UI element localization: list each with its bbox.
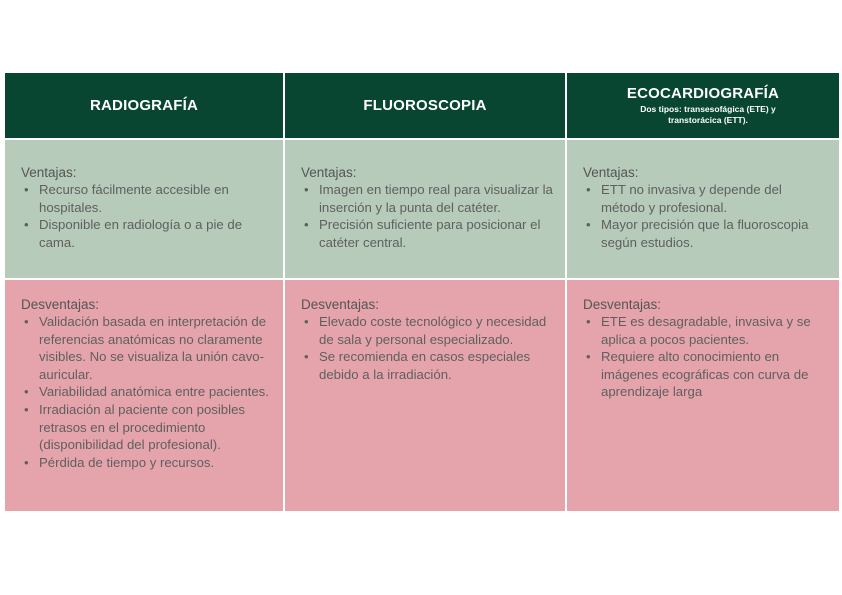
list-item: • Imagen en tiempo real para visualizar la inserción y la punta del catéter. — [304, 182, 553, 215]
bullet-icon: • — [304, 217, 309, 233]
bullet-icon: • — [24, 217, 29, 233]
desventajas-label: Desventajas: — [21, 297, 100, 312]
list-item: • Mayor precisión que la fluoroscopia según estudios. — [586, 217, 809, 250]
list-item: • Disponible en radiología o a pie de cama. — [24, 217, 243, 250]
desventajas-label: Desventajas: — [301, 297, 380, 312]
ventajas-ecocardiografia — [567, 140, 839, 280]
bullet-icon: • — [586, 349, 591, 365]
desventajas-ecocardiografia — [567, 280, 839, 513]
bullet-icon: • — [586, 217, 591, 233]
header-radiografia — [5, 73, 285, 140]
header-ecocardiografia — [567, 73, 839, 140]
desventajas-list — [583, 313, 829, 401]
ventajas-label: Ventajas: — [583, 165, 639, 180]
desventajas-list — [301, 313, 555, 383]
comparison-table — [5, 73, 839, 513]
ventajas-list — [583, 181, 829, 251]
ventajas-label: Ventajas: — [301, 165, 357, 180]
ventajas-label: Ventajas: — [21, 165, 77, 180]
list-item: • ETT no invasiva y depende del método y profesional. — [586, 182, 782, 215]
list-item: • Requiere alto conocimiento en imágenes ecográficas con curva de aprendizaje larga — [586, 349, 809, 400]
bullet-icon: • — [304, 314, 309, 329]
desventajas-fluoroscopia — [285, 280, 567, 513]
bullet-icon: • — [586, 314, 591, 329]
list-item: • Se recomienda en casos especiales debido a la irradiación. — [304, 349, 531, 382]
bullet-icon: • — [24, 314, 29, 329]
list-item: • Validación basada en interpretación de referencias anatómicas no claramente visibles. No se visualiza la unión cavo-auricular. — [24, 314, 267, 382]
list-item: • Recurso fácilmente accesible en hospitales. — [24, 182, 229, 215]
desventajas-list — [21, 313, 273, 471]
list-item: • Elevado coste tecnológico y necesidad de sala y personal especializado. — [304, 314, 547, 347]
list-item: • ETE es desagradable, invasiva y se aplica a pocos pacientes. — [586, 314, 811, 347]
header-fluoroscopia — [285, 73, 567, 140]
ventajas-list — [21, 181, 273, 251]
bullet-icon: • — [304, 349, 309, 365]
bullet-icon: • — [24, 384, 29, 400]
bullet-icon: • — [24, 182, 29, 197]
column-title: FLUOROSCOPIA — [363, 97, 487, 114]
ventajas-list — [301, 181, 555, 251]
bullet-icon: • — [24, 454, 29, 470]
desventajas-label: Desventajas: — [583, 297, 662, 312]
bullet-icon: • — [586, 182, 591, 197]
ventajas-fluoroscopia — [285, 140, 567, 280]
bullet-icon: • — [24, 401, 29, 417]
ventajas-radiografia — [5, 140, 285, 280]
column-title: RADIOGRAFÍA — [89, 97, 199, 114]
list-item: • Precisión suficiente para posicionar el catéter central. — [304, 217, 541, 250]
list-item: • Pérdida de tiempo y recursos. — [24, 454, 215, 470]
desventajas-radiografia — [5, 280, 285, 513]
list-item: • Irradiación al paciente con posibles retrasos en el procedimiento (disponibilidad del profesional). — [24, 401, 245, 453]
bullet-icon: • — [304, 182, 309, 197]
list-item: • Variabilidad anatómica entre pacientes. — [24, 384, 269, 400]
column-subtitle: Dos tipos: transesofágica (ETE) y transtorácica (ETT). — [640, 104, 776, 125]
column-title: ECOCARDIOGRAFÍA — [626, 85, 780, 102]
